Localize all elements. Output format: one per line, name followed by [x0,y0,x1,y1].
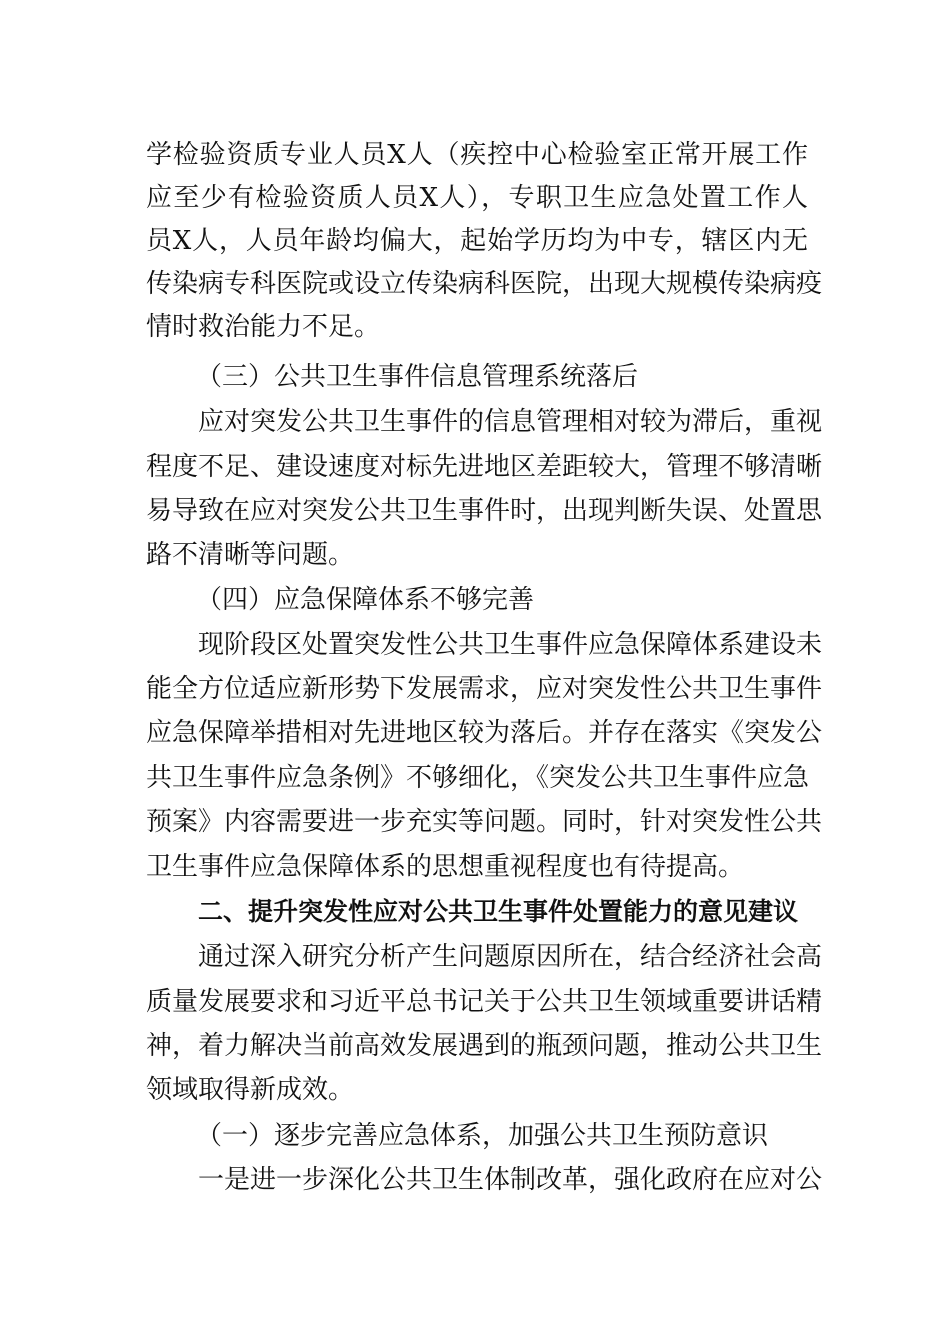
paragraph-line: 学检验资质专业人员X人（疾控中心检验室正常开展工作 [146,140,808,170]
paragraph-line: 质量发展要求和习近平总书记关于公共卫生领域重要讲话精 [146,987,823,1017]
section-heading: 二、提升突发性应对公共卫生事件处置能力的意见建议 [198,897,799,926]
paragraph-line: 情时救治能力不足。 [146,312,381,342]
paragraph-line: 现阶段区处置突发性公共卫生事件应急保障体系建设未 [198,630,823,660]
paragraph-line: 一是进一步深化公共卫生体制改革，强化政府在应对公 [198,1165,823,1195]
paragraph-line: 卫生事件应急保障体系的思想重视程度也有待提高。 [146,852,745,882]
paragraph-line: 程度不足、建设速度对标先进地区差距较大，管理不够清晰 [146,452,823,482]
paragraph-line: 神，着力解决当前高效发展遇到的瓶颈问题，推动公共卫生 [146,1031,823,1061]
subsection-heading: （四）应急保障体系不够完善 [196,585,535,615]
paragraph-line: 应至少有检验资质人员X人），专职卫生应急处置工作人 [146,183,808,213]
paragraph-line: 共卫生事件应急条例》不够细化，《突发公共卫生事件应急 [146,763,810,793]
paragraph-line: 传染病专科医院或设立传染病科医院，出现大规模传染病疫 [146,269,823,299]
paragraph-line: 预案》内容需要进一步充实等问题。同时，针对突发性公共 [146,807,823,837]
paragraph-line: 通过深入研究分析产生问题原因所在，结合经济社会高 [198,942,823,972]
paragraph-line: 员X人，人员年龄均偏大，起始学历均为中专，辖区内无 [146,226,808,256]
subsection-heading: （三）公共卫生事件信息管理系统落后 [196,362,639,392]
paragraph-line: 领域取得新成效。 [146,1075,355,1105]
subsection-heading: （一）逐步完善应急体系，加强公共卫生预防意识 [196,1121,769,1151]
paragraph-line: 路不清晰等问题。 [146,540,355,570]
paragraph-line: 易导致在应对突发公共卫生事件时，出现判断失误、处置思 [146,496,823,526]
paragraph-line: 应急保障举措相对先进地区较为落后。并存在落实《突发公 [146,718,823,748]
paragraph-line: 能全方位适应新形势下发展需求，应对突发性公共卫生事件 [146,674,823,704]
paragraph-line: 应对突发公共卫生事件的信息管理相对较为滞后，重视 [198,407,823,437]
